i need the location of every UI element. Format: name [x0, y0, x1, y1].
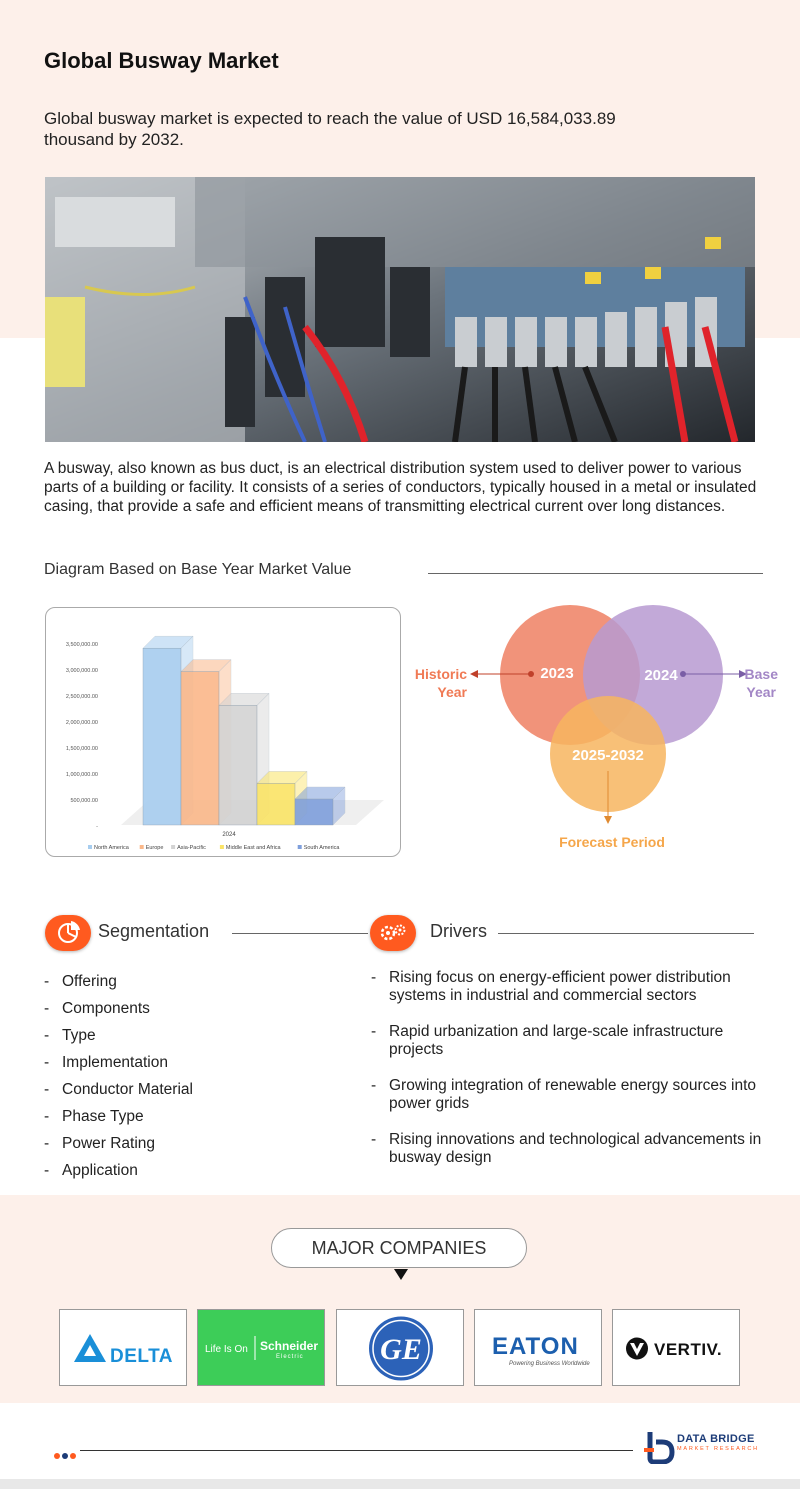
delta-logo [59, 1309, 187, 1386]
data-bridge-wordmark: DATA BRIDGE [677, 1433, 755, 1445]
segmentation-rule [232, 933, 368, 934]
base-label-line1: Base [744, 666, 778, 682]
legend-label: South America [303, 845, 340, 851]
eaton-logo [474, 1309, 602, 1386]
segmentation-icon [45, 915, 91, 951]
y-tick-label: 3,500,000.00 [65, 642, 98, 648]
footer-rule [80, 1450, 633, 1451]
legend-swatch [171, 845, 175, 849]
list-item: - Phase Type [44, 1108, 144, 1125]
list-item: - Application [44, 1162, 138, 1179]
drivers-heading: Drivers [430, 921, 487, 941]
historic-arrow-icon [470, 670, 478, 678]
page-title: Global Busway Market [44, 48, 279, 73]
diagram-title: Diagram Based on Base Year Market Value [44, 561, 355, 579]
legend-swatch [220, 845, 224, 849]
electrical-panel-illustration [45, 177, 755, 442]
y-tick-label: 1,000,000.00 [65, 772, 98, 778]
eaton-tagline: Powering Business Worldwide [509, 1361, 590, 1367]
historic-label-line1: Historic [414, 666, 467, 682]
forecast-arrow-icon [604, 816, 612, 824]
drivers-list [371, 969, 771, 1185]
footer-dots [54, 1446, 78, 1464]
segmentation-list [44, 968, 193, 1184]
list-item: - Offering [44, 973, 117, 990]
year-venn-diagram [410, 605, 790, 865]
footer-strip [0, 1479, 800, 1489]
legend-label: Europe [145, 845, 164, 851]
vertiv-logo-graphic [613, 1310, 740, 1386]
legend-swatch [140, 845, 144, 849]
list-item: - Rising focus on energy-efficient power distribution systems in industrial and commercial sectors [371, 969, 731, 1004]
delta-wordmark: DELTA [110, 1346, 174, 1367]
y-tick-label: 2,500,000.00 [65, 694, 98, 700]
data-bridge-subline: MARKET RESEARCH [677, 1446, 759, 1452]
footer-dot [62, 1453, 68, 1459]
y-tick-label: 2,000,000.00 [65, 720, 98, 726]
gears-icon [370, 915, 416, 951]
list-item: - Components [44, 1000, 150, 1017]
list-item: - Implementation [44, 1054, 168, 1071]
y-tick-label: 500,000.00 [70, 798, 98, 804]
list-item: - Type [44, 1027, 96, 1044]
list-item: - Rapid urbanization and large-scale infrastructure projects [371, 1023, 724, 1058]
ge-logo-graphic [337, 1310, 464, 1386]
historic-label-line2: Year [437, 684, 467, 700]
diagram-title-rule [428, 573, 763, 574]
base-year-value: 2024 [644, 667, 678, 684]
ge-monogram: GE [380, 1333, 422, 1366]
intro-text: Global busway market is expected to reach the value of USD 16,584,033.89 thousand by 2032. [44, 109, 616, 149]
footer-dot [70, 1453, 76, 1459]
market-value-bar-chart [46, 608, 402, 858]
list-item: - Power Rating [44, 1135, 156, 1152]
segmentation-heading: Segmentation [98, 921, 210, 941]
market-value-chart-card [45, 607, 401, 857]
schneider-sub: Electric [276, 1354, 304, 1360]
legend-swatch [298, 845, 302, 849]
down-arrow-icon [394, 1269, 408, 1280]
y-tick-label: - [96, 824, 98, 830]
schneider-logo [197, 1309, 325, 1386]
list-item: - Growing integration of renewable energy sources into power grids [371, 1077, 757, 1112]
footer-dot [54, 1453, 60, 1459]
base-label-line2: Year [746, 684, 776, 700]
schneider-wordmark: Schneider [260, 1339, 319, 1353]
drivers-rule [498, 933, 754, 934]
schneider-logo-graphic [198, 1310, 325, 1386]
delta-logo-graphic [60, 1310, 187, 1386]
vertiv-logo [612, 1309, 740, 1386]
electrical-panel-photo [45, 177, 755, 442]
legend-label: Asia-Pacific [177, 845, 206, 851]
vertiv-wordmark: VERTIV. [654, 1340, 723, 1359]
major-companies-heading: MAJOR COMPANIES [271, 1228, 527, 1268]
list-item: - Rising innovations and technological advancements in busway design [371, 1131, 762, 1166]
list-item: - Conductor Material [44, 1081, 193, 1098]
y-tick-label: 3,000,000.00 [65, 668, 98, 674]
bar-south-america [295, 787, 345, 825]
busway-description: A busway, also known as bus duct, is an electrical distribution system used to deliver power to various parts of a building or facility. It consists of a series of conductors, typically housed in a metal or insulated casing, that provide a safe and efficient means of transmitting electrical current over long distances. [44, 460, 757, 515]
drivers-icon [370, 915, 416, 951]
legend-swatch [88, 845, 92, 849]
eaton-wordmark: EATON [492, 1333, 579, 1360]
historic-year-value: 2023 [540, 665, 574, 682]
legend-label: North America [94, 845, 129, 851]
x-axis-label: 2024 [222, 832, 236, 838]
forecast-period-label: Forecast Period [559, 834, 665, 850]
forecast-years-value: 2025-2032 [572, 747, 644, 764]
pie-chart-icon [45, 915, 91, 951]
y-tick-label: 1,500,000.00 [65, 746, 98, 752]
eaton-logo-graphic [475, 1310, 602, 1386]
legend-label: Middle East and Africa [225, 845, 281, 851]
schneider-tagline: Life Is On [205, 1344, 248, 1355]
ge-logo [336, 1309, 464, 1386]
